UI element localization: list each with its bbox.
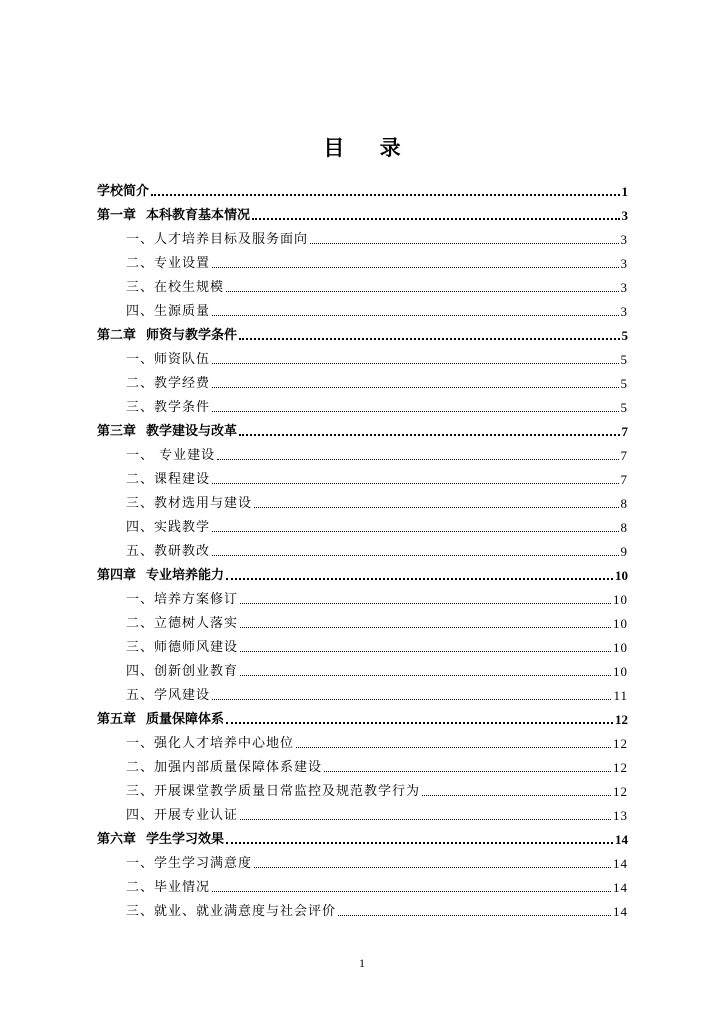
toc-chapter-number: 第四章 [97, 568, 137, 583]
dot-leader [212, 698, 611, 700]
toc-chapter-entry[interactable] [97, 176, 628, 200]
dot-leader [226, 841, 613, 844]
toc-chapter-number: 第五章 [97, 712, 137, 727]
dot-leader [212, 386, 618, 388]
toc-chapter-entry[interactable] [97, 824, 628, 848]
dot-leader [338, 914, 611, 916]
dot-leader [212, 410, 618, 412]
toc-page-number: 3 [621, 208, 628, 223]
toc-page-number: 11 [613, 688, 628, 703]
toc-page-number: 1 [621, 184, 628, 199]
dot-leader [226, 721, 613, 724]
toc-page-number: 3 [620, 280, 628, 295]
toc-entry-text: 质量保障体系 [146, 712, 225, 727]
toc-section-entry[interactable] [97, 512, 628, 536]
dot-leader [252, 217, 619, 220]
dot-leader [422, 794, 611, 796]
toc-chapter-entry[interactable] [97, 320, 628, 344]
toc-page-number: 13 [613, 808, 628, 823]
toc-entry-text: 师资与教学条件 [146, 328, 238, 343]
dot-leader [254, 866, 611, 868]
toc-chapter-entry[interactable] [97, 200, 628, 224]
toc-page-number: 5 [620, 352, 628, 367]
toc-page-number: 10 [613, 592, 628, 607]
toc-page-number: 3 [620, 232, 628, 247]
toc-section-entry[interactable] [97, 896, 628, 920]
toc-entry-text: 四、生源质量 [126, 304, 211, 319]
toc-entry-text: 三、教材选用与建设 [126, 496, 253, 511]
toc-entry-text: 一、培养方案修订 [126, 592, 239, 607]
toc-section-entry[interactable] [97, 392, 628, 416]
toc-page-number: 7 [621, 424, 628, 439]
toc-page-number: 10 [613, 664, 628, 679]
toc-page-number: 3 [620, 256, 628, 271]
toc-page-number: 14 [615, 832, 628, 847]
dot-leader [240, 674, 611, 676]
dot-leader [296, 746, 611, 748]
toc-section-entry[interactable] [97, 368, 628, 392]
dot-leader [226, 290, 618, 292]
dot-leader [240, 650, 611, 652]
toc-entry-text: 二、加强内部质量保障体系建设 [126, 760, 323, 775]
toc-title: 目 录 [323, 136, 415, 160]
toc-section-entry[interactable] [97, 848, 628, 872]
toc-page-number: 12 [613, 784, 628, 799]
toc-section-entry[interactable] [97, 440, 628, 464]
dot-leader [212, 554, 618, 556]
toc-section-entry[interactable] [97, 632, 628, 656]
toc-page-number: 12 [613, 736, 628, 751]
toc-page-number: 10 [613, 616, 628, 631]
toc-entry-text: 一、师资队伍 [126, 352, 211, 367]
toc-entry-text: 二、教学经费 [126, 376, 211, 391]
toc-chapter-number: 第二章 [97, 328, 137, 343]
toc-section-entry[interactable] [97, 344, 628, 368]
toc-section-entry[interactable] [97, 680, 628, 704]
toc-section-entry[interactable] [97, 224, 628, 248]
toc-page-number: 8 [620, 520, 628, 535]
dot-leader [226, 577, 613, 580]
toc-entry-text: 三、教学条件 [126, 400, 211, 415]
toc-page-number: 12 [615, 712, 628, 727]
toc-section-entry[interactable] [97, 776, 628, 800]
dot-leader [212, 362, 618, 364]
toc-entry-text: 五、教研教改 [126, 544, 211, 559]
toc-entry-text: 二、专业设置 [126, 256, 211, 271]
toc-entry-text: 一、 专业建设 [126, 448, 216, 463]
dot-leader [212, 890, 611, 892]
toc-entry-text: 二、毕业情况 [126, 880, 211, 895]
toc-page-number: 8 [620, 496, 628, 511]
toc-section-entry[interactable] [97, 656, 628, 680]
dot-leader [239, 433, 619, 436]
toc-page-number: 10 [613, 640, 628, 655]
toc-chapter-number: 第六章 [97, 832, 137, 847]
toc-entry-text: 一、学生学习满意度 [126, 856, 253, 871]
toc-chapter-entry[interactable] [97, 704, 628, 728]
toc-page-number: 14 [613, 880, 628, 895]
toc-entry-text: 专业培养能力 [146, 568, 225, 583]
toc-entry-text: 三、就业、就业满意度与社会评价 [126, 904, 337, 919]
toc-entry-text: 二、立德树人落实 [126, 616, 239, 631]
dot-leader [212, 314, 618, 316]
toc-entry-text: 学校简介 [97, 184, 150, 199]
dot-leader [240, 818, 611, 820]
toc-section-entry[interactable] [97, 872, 628, 896]
dot-leader [254, 506, 618, 508]
toc-section-entry[interactable] [97, 272, 628, 296]
toc-page-number: 5 [620, 376, 628, 391]
toc-entry-text: 三、开展课堂教学质量日常监控及规范教学行为 [126, 784, 421, 799]
dot-leader [151, 193, 619, 196]
table-of-contents [97, 176, 628, 920]
toc-page-number: 14 [613, 856, 628, 871]
toc-entry-text: 四、创新创业教育 [126, 664, 239, 679]
toc-entry-text: 四、开展专业认证 [126, 808, 239, 823]
toc-section-entry[interactable] [97, 728, 628, 752]
dot-leader [239, 337, 619, 340]
toc-page-number: 14 [613, 904, 628, 919]
toc-chapter-entry[interactable] [97, 416, 628, 440]
toc-section-entry[interactable] [97, 296, 628, 320]
dot-leader [212, 482, 618, 484]
toc-chapter-number: 第一章 [97, 208, 137, 223]
toc-page-number: 3 [620, 304, 628, 319]
toc-page-number: 5 [620, 400, 628, 415]
toc-entry-text: 一、人才培养目标及服务面向 [126, 232, 309, 247]
dot-leader [212, 266, 618, 268]
toc-section-entry[interactable] [97, 584, 628, 608]
toc-entry-text: 四、实践教学 [126, 520, 211, 535]
dot-leader [212, 530, 618, 532]
toc-entry-text: 五、学风建设 [126, 688, 211, 703]
toc-entry-text: 二、课程建设 [126, 472, 211, 487]
toc-section-entry[interactable] [97, 536, 628, 560]
toc-page-number: 7 [620, 472, 628, 487]
toc-section-entry[interactable] [97, 488, 628, 512]
dot-leader [324, 770, 611, 772]
toc-entry-text: 教学建设与改革 [146, 424, 238, 439]
toc-section-entry[interactable] [97, 464, 628, 488]
dot-leader [310, 242, 618, 244]
toc-chapter-number: 第三章 [97, 424, 137, 439]
page-number: 1 [359, 956, 365, 970]
toc-page-number: 9 [620, 544, 628, 559]
dot-leader [240, 602, 611, 604]
toc-entry-text: 三、师德师风建设 [126, 640, 239, 655]
toc-entry-text: 一、强化人才培养中心地位 [126, 736, 295, 751]
toc-page-number: 7 [620, 448, 628, 463]
dot-leader [217, 458, 618, 460]
toc-entry-text: 本科教育基本情况 [146, 208, 251, 223]
toc-section-entry[interactable] [97, 752, 628, 776]
toc-entry-text: 学生学习效果 [146, 832, 225, 847]
toc-section-entry[interactable] [97, 248, 628, 272]
toc-page-number: 10 [615, 568, 628, 583]
toc-page-number: 5 [621, 328, 628, 343]
dot-leader [240, 626, 611, 628]
toc-entry-text: 三、在校生规模 [126, 280, 225, 295]
toc-page-number: 12 [613, 760, 628, 775]
toc-chapter-entry[interactable] [97, 560, 628, 584]
toc-section-entry[interactable] [97, 800, 628, 824]
toc-section-entry[interactable] [97, 608, 628, 632]
